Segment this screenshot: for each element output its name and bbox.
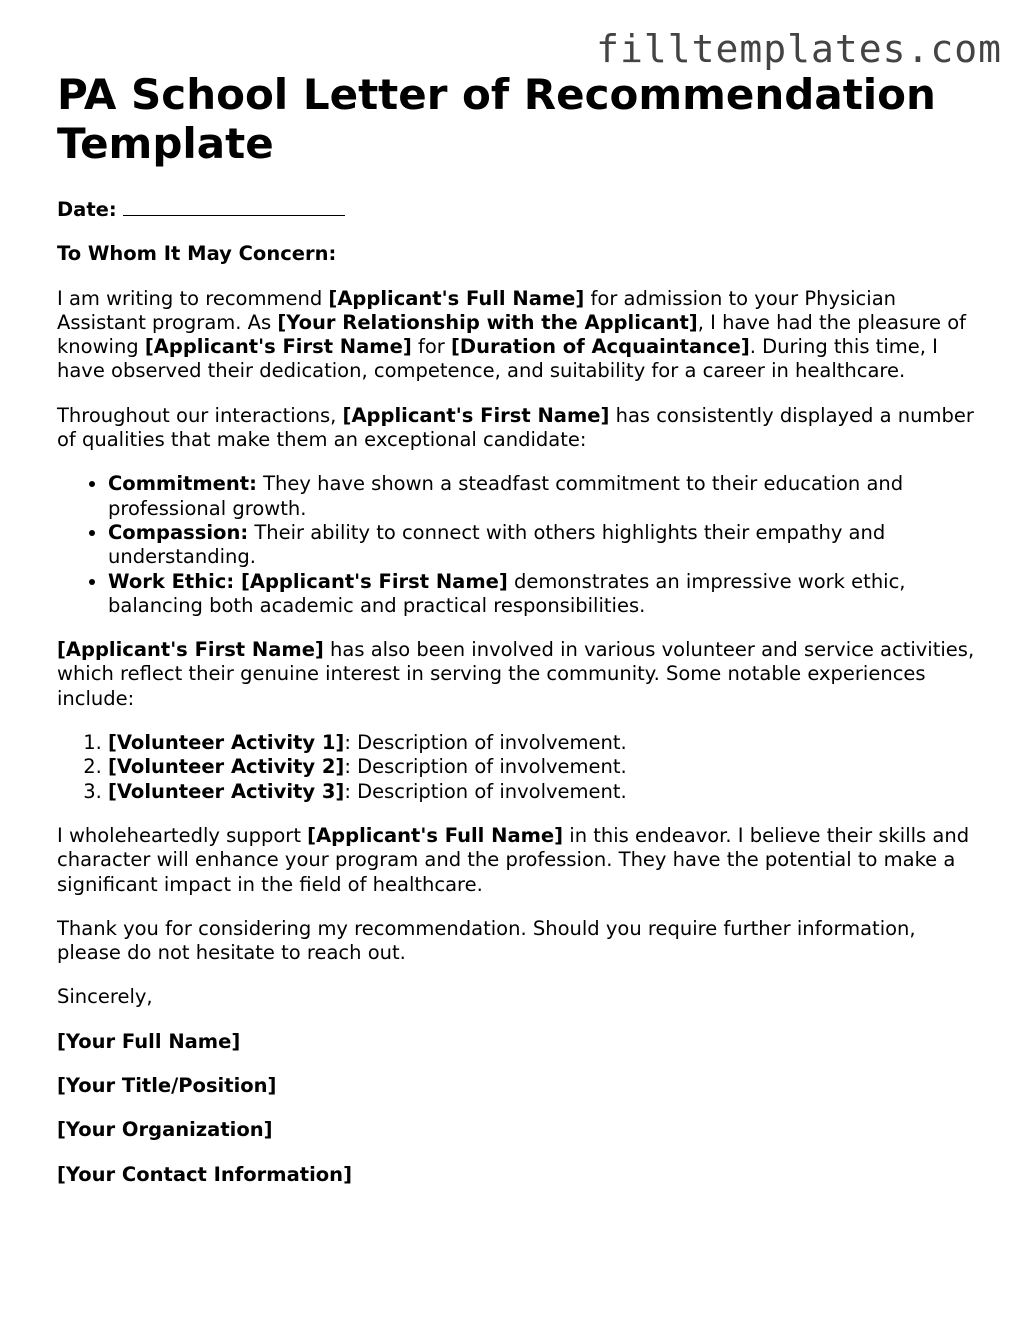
applicant-full-name-placeholder: [Applicant's Full Name] — [328, 286, 585, 310]
intro-text-2: for admission to your Physician Assistant program. As — [57, 286, 897, 334]
signature-title — [57, 1074, 977, 1098]
quality-label: Work Ethic: [Applicant's First Name] — [108, 569, 508, 593]
activity-label: [Volunteer Activity 3] — [108, 779, 345, 803]
date-blank-line — [123, 199, 345, 216]
list-item — [108, 755, 977, 779]
quality-label: Compassion: — [108, 520, 249, 544]
signature-organization — [57, 1118, 977, 1142]
quality-text: demonstrates an impressive work ethic, balancing both academic and practical responsibilities. — [108, 569, 906, 617]
relationship-placeholder: [Your Relationship with the Applicant] — [277, 310, 698, 334]
page-title — [57, 70, 977, 168]
list-item — [108, 521, 977, 570]
intro-text-5: . During this time, I have observed their dedication, competence, and suitability for a career in healthcare. — [57, 335, 938, 383]
date-field — [57, 198, 977, 222]
applicant-first-name-placeholder: [Applicant's First Name] — [57, 638, 324, 662]
duration-placeholder: [Duration of Acquaintance] — [450, 335, 750, 359]
volunteer-intro-paragraph — [57, 638, 977, 711]
title-line-1: PA School Letter of Recommendation — [57, 70, 936, 119]
intro-text-3: , I have had the pleasure of knowing — [57, 310, 967, 359]
list-item — [108, 570, 977, 619]
list-item — [108, 780, 977, 804]
applicant-first-name-placeholder: [Applicant's First Name] — [342, 403, 610, 427]
activity-label: [Volunteer Activity 1] — [108, 731, 345, 755]
qualities-intro-paragraph — [57, 404, 977, 453]
salutation-text: To Whom It May Concern: — [57, 242, 337, 266]
activities-list — [57, 731, 977, 804]
signature-organization-text: [Your Organization] — [57, 1118, 273, 1142]
signature-name — [57, 1030, 977, 1054]
list-item — [108, 472, 977, 521]
support-text-2: in this endeavor. I believe their skills and character will enhance your program and the profession. They have the potential to make a significant impact in the field of healthcare. — [57, 823, 970, 896]
volunteer-intro-text: has also been involved in various volunteer and service activities, which reflect their genuine interest in serving the community. Some notable experiences include: — [57, 638, 975, 710]
date-label: Date: — [57, 198, 117, 221]
qualities-list — [57, 472, 977, 618]
title-line-2: Template — [57, 119, 274, 168]
quality-text: They have shown a steadfast commitment to their education and professional growth. — [108, 472, 904, 520]
support-paragraph — [57, 824, 977, 897]
signature-contact — [57, 1163, 977, 1187]
applicant-first-name-placeholder: [Applicant's First Name] — [144, 335, 412, 359]
support-text-1: I wholeheartedly support — [57, 823, 308, 847]
activity-text: : Description of involvement. — [344, 731, 627, 755]
applicant-full-name-placeholder: [Applicant's Full Name] — [307, 823, 564, 847]
list-item — [108, 731, 977, 755]
activity-label: [Volunteer Activity 2] — [108, 755, 345, 779]
quality-text: Their ability to connect with others highlights their empathy and understanding. — [108, 520, 886, 569]
intro-text-1: I am writing to recommend — [57, 286, 329, 310]
quality-label: Commitment: — [108, 472, 257, 496]
activity-text: : Description of involvement. — [344, 755, 627, 779]
intro-text-4: for — [411, 335, 451, 359]
salutation — [57, 242, 977, 266]
signature-name-text: [Your Full Name] — [57, 1029, 241, 1053]
letter-page — [57, 70, 977, 1207]
activity-text: : Description of involvement. — [344, 779, 627, 803]
intro-paragraph — [57, 287, 977, 384]
qualities-intro-text-1: Throughout our interactions, — [57, 403, 343, 427]
closing: Sincerely, — [57, 985, 153, 1009]
signature-title-text: [Your Title/Position] — [57, 1074, 277, 1098]
signature-contact-text: [Your Contact Information] — [57, 1162, 352, 1186]
watermark: filltemplates.com — [596, 27, 1002, 71]
thanks-paragraph: Thank you for considering my recommendation. Should you require further information, please do not hesitate to reach out. — [57, 916, 916, 965]
qualities-intro-text-2: has consistently displayed a number of qualities that make them an exceptional candidate: — [57, 403, 974, 452]
